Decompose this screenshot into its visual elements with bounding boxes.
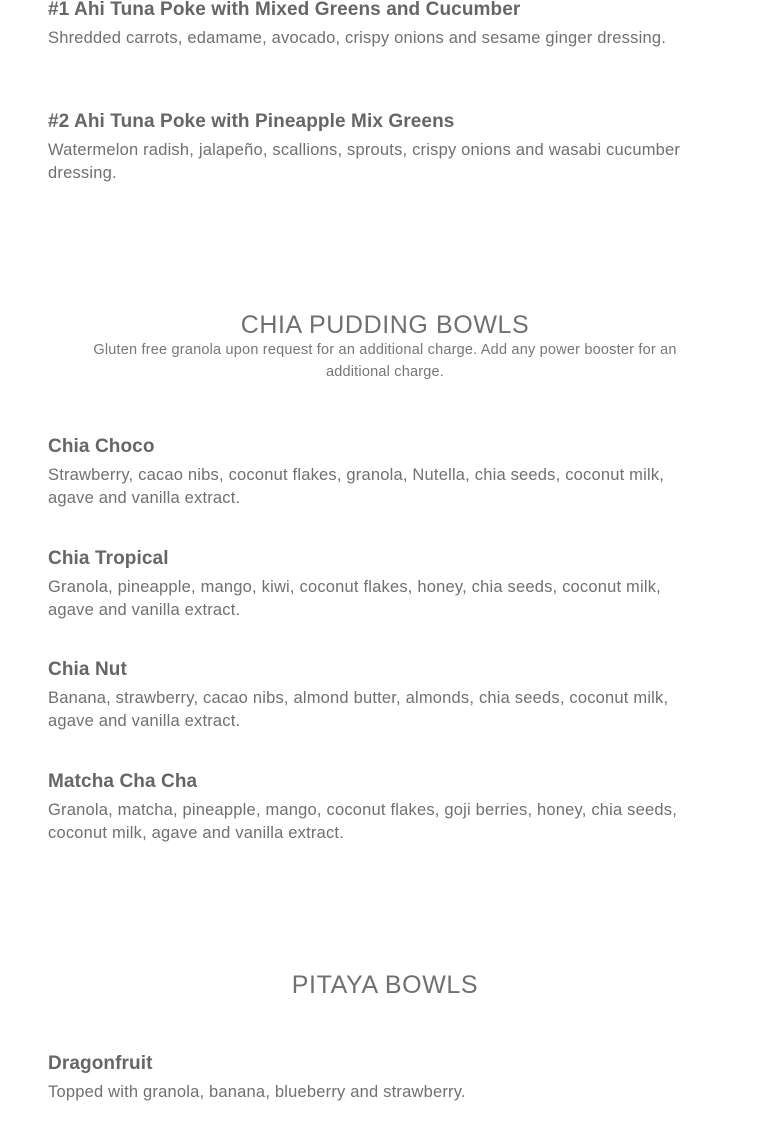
menu-item-description: Watermelon radish, jalapeño, scallions, sprouts, crispy onions and wasabi cucumber dressing. bbox=[48, 141, 681, 182]
menu-item-name: Chia Tropical bbox=[48, 548, 169, 569]
menu-item-description: Shredded carrots, edamame, avocado, crispy onions and sesame ginger dressing. bbox=[48, 29, 666, 47]
menu-item-chia-nut bbox=[48, 659, 688, 733]
menu-item-description: Banana, strawberry, cacao nibs, almond butter, almonds, chia seeds, coconut milk, agave and vanilla extract. bbox=[48, 689, 669, 730]
menu-item-name: #2 Ahi Tuna Poke with Pineapple Mix Greens bbox=[48, 111, 455, 132]
menu-item-description: Topped with granola, banana, blueberry and strawberry. bbox=[48, 1083, 466, 1101]
section-title-pitaya-bowls: PITAYA BOWLS bbox=[291, 971, 479, 999]
menu-item-description: Granola, matcha, pineapple, mango, coconut flakes, goji berries, honey, chia seeds, coconut milk, agave and vanilla extract. bbox=[48, 801, 677, 842]
menu-item-description: Granola, pineapple, mango, kiwi, coconut flakes, honey, chia seeds, coconut milk, agave and vanilla extract. bbox=[48, 578, 661, 619]
menu-item-dragonfruit bbox=[48, 1053, 688, 1104]
menu-item-ahi-tuna-poke-pineapple bbox=[48, 111, 688, 185]
menu-item-name: Chia Choco bbox=[48, 436, 155, 457]
menu-item-matcha-cha-cha bbox=[48, 771, 688, 845]
menu-item-name: Dragonfruit bbox=[48, 1053, 153, 1074]
menu-item-chia-choco bbox=[48, 436, 688, 510]
menu-item-name: Chia Nut bbox=[48, 659, 127, 680]
menu-item-name: Matcha Cha Cha bbox=[48, 771, 198, 792]
menu-item-description: Strawberry, cacao nibs, coconut flakes, granola, Nutella, chia seeds, coconut milk, agave and vanilla extract. bbox=[48, 466, 665, 507]
section-title-chia-pudding-bowls: CHIA PUDDING BOWLS bbox=[240, 311, 530, 339]
menu-item-name: #1 Ahi Tuna Poke with Mixed Greens and Cucumber bbox=[48, 0, 521, 20]
section-note: Gluten free granola upon request for an additional charge. Add any power booster for an additional charge. bbox=[93, 342, 677, 380]
menu-item-ahi-tuna-poke-mixed-greens bbox=[48, 0, 688, 50]
menu-item-chia-tropical bbox=[48, 548, 688, 622]
